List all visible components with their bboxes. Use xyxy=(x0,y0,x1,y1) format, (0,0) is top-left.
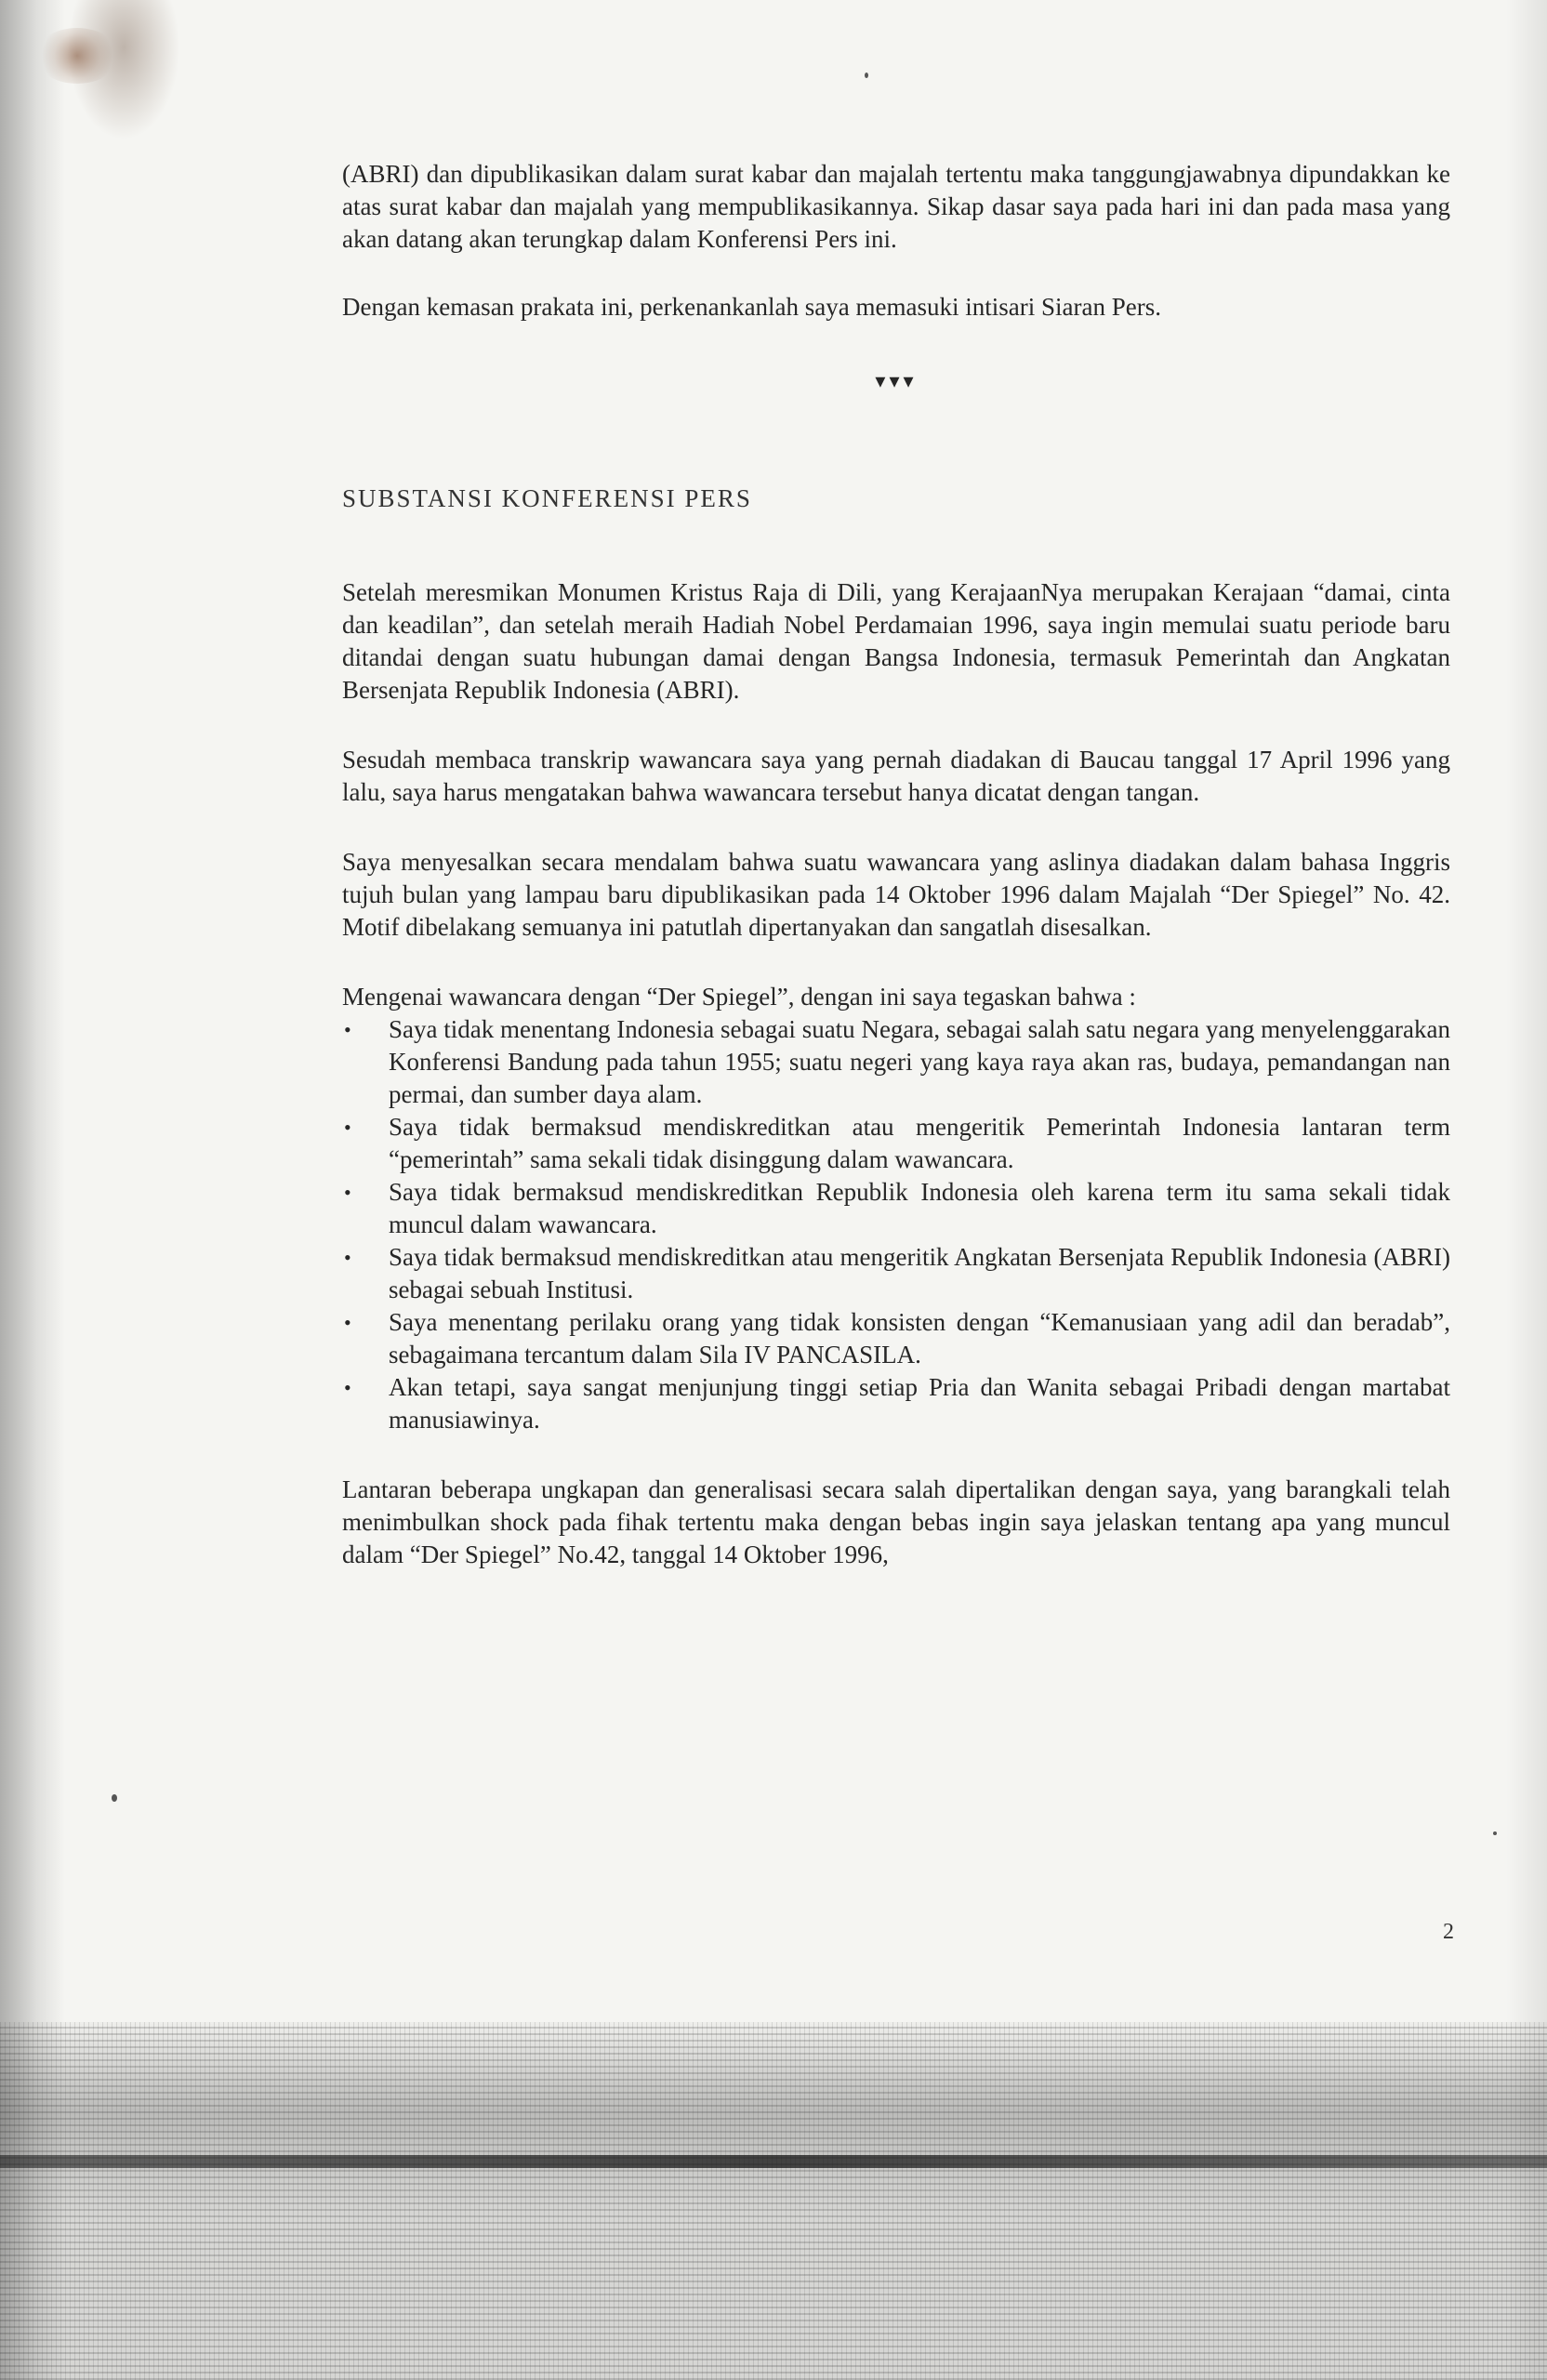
scan-speck xyxy=(865,73,868,78)
document-body xyxy=(342,158,1450,1608)
list-item: • Saya tidak menentang Indonesia sebagai suatu Negara, sebagai salah satu negara yang menyelenggarakan Konferensi Bandung pada tahun 1955; suatu negeri yang kaya raya akan ras, budaya, pemandangan nan permai, dan sumber daya alam. xyxy=(344,1015,1450,1108)
paragraph-1: Setelah meresmikan Monumen Kristus Raja di Dili, yang KerajaanNya merupakan Kerajaan “damai, cinta dan keadilan”, dan setelah meraih Hadiah Nobel Perdamaian 1996, saya ingin memulai suatu periode baru ditandai dengan suatu hubungan damai dengan Bangsa Indonesia, termasuk Pemerintah dan Angkatan Bersenjata Republik Indonesia (ABRI). xyxy=(342,578,1450,704)
scan-speck xyxy=(1493,1831,1497,1835)
list-item: • Saya menentang perilaku orang yang tidak konsisten dengan “Kemanusiaan yang adil dan beradab”, sebagaimana tercantum dalam Sila IV PANCASILA. xyxy=(344,1308,1450,1368)
page-number: 2 xyxy=(1443,1920,1454,1944)
section-separator: ▾▾▾ xyxy=(875,369,918,392)
paragraph-5: Lantaran beberapa ungkapan dan generalisasi secara salah dipertalikan dengan saya, yang barangkali telah menimbulkan shock pada fihak tertentu maka dengan bebas ingin saya jelaskan tentang apa yang muncul dalam “Der Spiegel” No.42, tanggal 14 Oktober 1996, xyxy=(342,1475,1450,1568)
list-item: • Saya tidak bermaksud mendiskreditkan atau mengeritik Angkatan Bersenjata Republik Indonesia (ABRI) sebagai sebuah Institusi. xyxy=(344,1243,1450,1303)
list-item: • Saya tidak bermaksud mendiskreditkan atau mengeritik Pemerintah Indonesia lantaran term “pemerintah” sama sekali tidak disinggung dalam wawancara. xyxy=(344,1113,1450,1173)
section-heading: SUBSTANSI KONFERENSI PERS xyxy=(342,484,752,512)
bullet-icon: • xyxy=(344,1246,351,1269)
bullet-intro: Mengenai wawancara dengan “Der Spiegel”, dengan ini saya tegaskan bahwa : xyxy=(342,983,1136,1011)
paragraph-2: Sesudah membaca transkrip wawancara saya yang pernah diadakan di Baucau tanggal 17 April 1996 yang lalu, saya harus mengatakan bahwa wawancara tersebut hanya dicatat dengan tangan. xyxy=(342,746,1450,806)
scan-dark-stripe xyxy=(0,2155,1547,2168)
list-item: • Saya tidak bermaksud mendiskreditkan Republik Indonesia oleh karena term itu sama sekali tidak muncul dalam wawancara. xyxy=(344,1178,1450,1238)
scan-noise-band xyxy=(0,2022,1547,2380)
bullet-icon: • xyxy=(344,1181,351,1204)
scan-speck xyxy=(112,1794,117,1802)
bullet-icon: • xyxy=(344,1376,351,1399)
statement-list xyxy=(342,1013,1450,1436)
bullet-icon: • xyxy=(344,1018,351,1041)
corner-stain xyxy=(35,28,119,84)
paragraph-3: Saya menyesalkan secara mendalam bahwa suatu wawancara yang aslinya diadakan dalam bahasa Inggris tujuh bulan yang lampau baru dipublikasikan pada 14 Oktober 1996 dalam Majalah “Der Spiegel” No. 42. Motif dibelakang semuanya ini patutlah dipertanyakan dan sangatlah disesalkan. xyxy=(342,848,1450,941)
list-item: • Akan tetapi, saya sangat menjunjung tinggi setiap Pria dan Wanita sebagai Pribadi dengan martabat manusiawinya. xyxy=(344,1373,1450,1434)
bullet-icon: • xyxy=(344,1311,351,1334)
continuation-paragraph: (ABRI) dan dipublikasikan dalam surat kabar dan majalah tertentu maka tanggungjawabnya dipundakkan ke atas surat kabar dan majalah yang mempublikasikannya. Sikap dasar saya pada hari ini dan pada masa yang akan datang akan terungkap dalam Konferensi Pers ini. xyxy=(342,160,1450,253)
bullet-icon: • xyxy=(344,1116,351,1139)
intro-paragraph: Dengan kemasan prakata ini, perkenankanlah saya memasuki intisari Siaran Pers. xyxy=(342,293,1161,321)
